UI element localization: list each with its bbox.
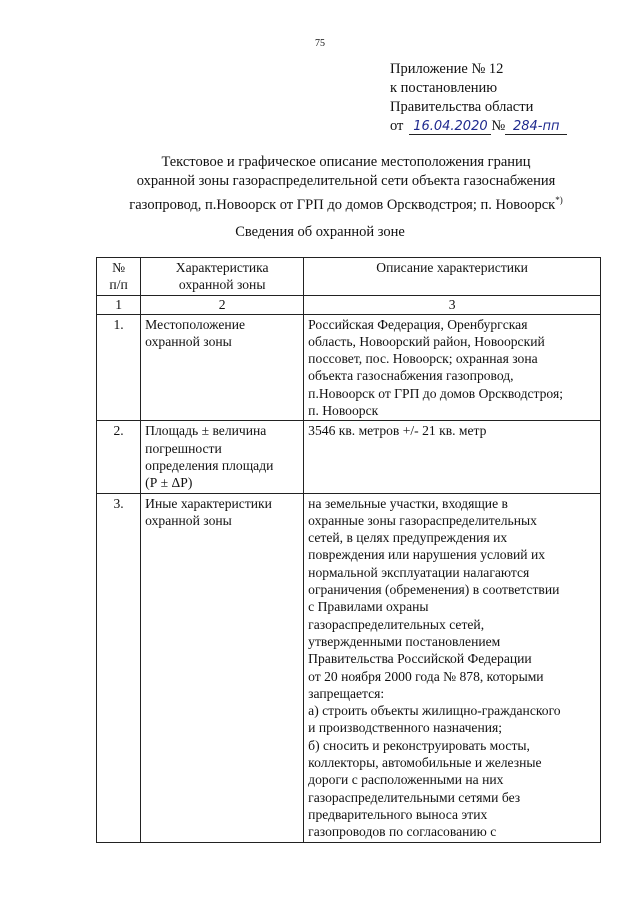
appendix-line: Правительства области bbox=[390, 99, 534, 115]
appendix-line: Приложение № 12 bbox=[390, 61, 504, 77]
protection-zone-table bbox=[96, 257, 601, 843]
column-number: 3 bbox=[304, 295, 601, 314]
header-description: Описание характеристики bbox=[304, 258, 601, 296]
column-number-row bbox=[97, 295, 601, 314]
footnote-mark: *) bbox=[555, 195, 563, 205]
section-title: Сведения об охранной зоне bbox=[235, 224, 405, 240]
table-row bbox=[97, 421, 601, 493]
table-row bbox=[97, 314, 601, 421]
row-characteristic: Местоположение охранной зоны bbox=[141, 314, 304, 421]
table-header-row bbox=[97, 258, 601, 296]
row-description: Российская Федерация, Оренбургская область, Новоорский район, Новоорский поссовет, пос. Новоорск; охранная зона объекта газоснабжения газопровод, п.Новоорск от ГРП до домов Орскводстроя; п. Новоорск bbox=[304, 314, 601, 421]
handwritten-number: 284-пп bbox=[505, 120, 567, 135]
date-prefix: от bbox=[390, 118, 404, 134]
row-number: 3. bbox=[97, 493, 141, 842]
title-line: Текстовое и графическое описание местоположения границ bbox=[161, 154, 531, 170]
row-description: 3546 кв. метров +/- 21 кв. метр bbox=[304, 421, 601, 493]
title-line: охранной зоны газораспределительной сети объекта газоснабжения bbox=[136, 173, 556, 189]
appendix-block bbox=[390, 60, 567, 136]
number-sign: № bbox=[491, 118, 506, 134]
page-number: 75 bbox=[315, 38, 325, 49]
row-description: на земельные участки, входящие в охранные зоны газораспределительных сетей, в целях предупреждения их повреждения или нарушения условий их нормальной эксплуатации налагаются ограничения (обременения) в соответствии с Правилами охраны газораспределительных сетей, утвержденными постановлением Правительства Российской Федерации от 20 ноября 2000 года № 878, которыми запрещается: а) строить объекты жилищно-гражданского и производственного назначения; б) сносить и реконструировать мосты, коллекторы, автомобильные и железные дороги с расположенными на них газораспределительными сетями без предварительного выноса этих газопроводов по согласованию с bbox=[304, 493, 601, 842]
appendix-line: к постановлению bbox=[390, 80, 498, 96]
appendix-date-line bbox=[390, 117, 567, 136]
title-text: газопровод, п.Новоорск от ГРП до домов Орскводстроя; п. Новоорск bbox=[129, 196, 556, 213]
row-characteristic: Иные характеристики охранной зоны bbox=[141, 493, 304, 842]
column-number: 1 bbox=[97, 295, 141, 314]
header-characteristic: Характеристика охранной зоны bbox=[141, 258, 304, 296]
handwritten-date: 16.04.2020 bbox=[409, 120, 491, 135]
row-characteristic: Площадь ± величина погрешности определения площади (Р ± ΔР) bbox=[141, 421, 304, 493]
document-title bbox=[96, 153, 596, 215]
column-number: 2 bbox=[141, 295, 304, 314]
row-number: 1. bbox=[97, 314, 141, 421]
table-row bbox=[97, 493, 601, 842]
header-number: № п/п bbox=[97, 258, 141, 296]
row-number: 2. bbox=[97, 421, 141, 493]
title-line bbox=[96, 191, 596, 215]
